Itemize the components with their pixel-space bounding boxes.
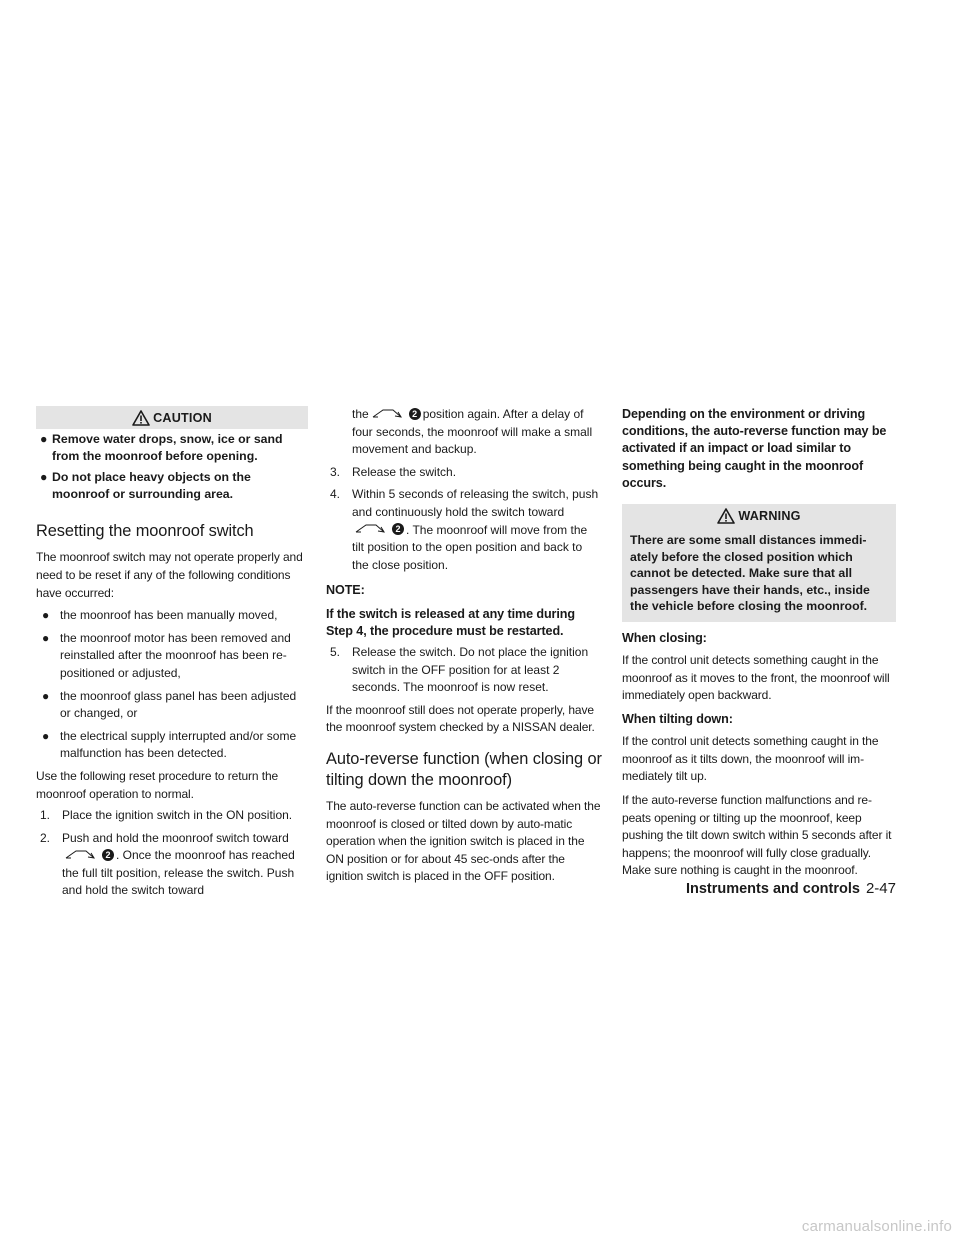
callout-2-icon: 2 [102,849,114,861]
step-2-continued [326,406,602,459]
caution-item [36,431,308,464]
bullet-icon: ● [42,630,50,645]
moonroof-tilt-switch-icon [64,846,98,862]
bullet-icon: ● [42,728,50,743]
auto-reverse-intro: The auto-reverse function can be activated when the moonroof is closed or tilted down by auto-matic operation when the ignition switch is placed in the ON position or for about 45 sec-onds after the ignition switch is placed in the OFF position. [326,798,601,884]
caution-item-text: Do not place heavy objects on the moonroof or surrounding area. [52,470,251,501]
list-item [36,728,308,763]
step-1 [36,807,308,825]
callout-2-icon: 2 [409,408,421,420]
step-number: 2. [40,830,51,845]
column-1 [36,406,308,905]
bullet-icon: ● [40,432,48,446]
tilting-label: When tilting down: [622,711,733,726]
reset-heading: Resetting the moonroof switch [36,522,254,541]
closing-label: When closing: [622,630,707,645]
reset-after: If the moonroof still does not operate properly, have the moonroof system checked by a NISSAN dealer. [326,702,595,735]
warning-triangle-icon [132,410,150,426]
caution-box [36,406,308,429]
condition-list [36,607,308,763]
step-text [62,830,308,900]
list-item-text: the moonroof has been manually moved, [60,608,278,623]
warning-box [622,504,896,622]
bullet-icon: ● [42,608,50,623]
section-title: Instruments and controls [685,881,860,897]
column-2 [326,406,602,886]
malfunction-text: If the auto-reverse function malfunctions and re-peats opening or tilting up the moonroof, keep pushing the tilt down switch within 5 seconds after it happens; the moonroof will fully close gradually. Make sure nothing is caught in the moonroof. [622,792,892,878]
step-3 [326,464,602,482]
step-text: the 2 position again. After a delay of four seconds, the moonroof will make a small movement and backup. [352,406,602,459]
step-2-part-a: Push and hold the moonroof switch toward [62,830,289,845]
list-item-text: the moonroof motor has been removed and reinstalled after the moonroof has been re-positioned or adjusted, [60,630,291,680]
step-text: Release the switch. [352,464,457,479]
page-number: 2-47 [865,880,896,897]
caution-item [36,469,308,502]
column-3 [622,406,896,880]
caution-list [36,429,308,513]
step-2-part-b: . Once the moonroof has reached the full tilt position, release the switch. Push and hold the switch toward [62,848,295,898]
step-number: 1. [40,808,51,823]
bullet-icon: ● [40,470,48,485]
step-number: 4. [330,487,341,502]
moonroof-tilt-switch-icon [354,520,388,536]
caution-item-text: Remove water drops, snow, ice or sand from the moonroof before opening. [52,432,283,463]
list-item-text: the moonroof glass panel has been adjusted or changed, or [60,688,297,721]
step-5 [326,644,602,697]
note-label: NOTE: [326,583,365,598]
step-number: 3. [330,464,341,479]
procedure-intro: Use the following reset procedure to return the moonroof operation to normal. [36,768,279,801]
warning-header [622,504,896,527]
bullet-icon: ● [42,688,50,703]
step-4 [326,486,602,574]
warning-triangle-icon [717,508,735,524]
reset-intro: The moonroof switch may not operate properly and need to be reset if any of the following conditions have occurred: [36,550,303,600]
step-4-part-a: Within 5 seconds of releasing the switch, push and continuously hold the switch toward [352,487,599,519]
step-text: Place the ignition switch in the ON position. [62,808,293,823]
procedure-steps [36,807,308,900]
step-text: Release the switch. Do not place the ignition switch in the OFF position for at least 2 seconds. The moonroof is now reset. [352,644,589,695]
list-item [36,688,308,723]
closing-text: If the control unit detects something caught in the moonroof as it moves to the front, the moonroof will immediately open backward. [622,653,890,703]
step-number: 5. [330,644,341,659]
step-4-part-b: . The moonroof will move from the tilt position to the open position and back to the close position. [352,522,588,572]
callout-2-icon: 2 [392,523,404,535]
warning-text: There are some small distances immedi-ately before the closed position which cannot be detected. Make sure that all passengers have their hands, etc., inside the vehicle before closing the moonroof. [630,533,870,614]
page-footer [676,880,896,897]
step-text [352,486,602,574]
caution-header [36,406,308,429]
auto-reverse-heading: Auto-reverse function (when closing or tilting down the moonroof) [326,749,602,789]
list-item [36,630,308,683]
list-item-text: the electrical supply interrupted and/or some malfunction has been detected. [60,728,297,761]
step-2 [36,830,308,900]
note-text: If the switch is released at any time during Step 4, the procedure must be restarted. [326,606,575,638]
watermark: carmanualsonline.info [801,1218,952,1235]
warning-title: WARNING [738,508,801,523]
moonroof-tilt-switch-icon [371,405,405,421]
list-item [36,607,308,625]
auto-reverse-caution: Depending on the environment or driving conditions, the auto-reverse function may be activated if an impact or load similar to something being caught in the moonroof occurs. [622,407,887,490]
tilting-text: If the control unit detects something caught in the moonroof as it tilts down, the moonroof will im-mediately tilt up. [622,734,879,784]
caution-title: CAUTION [153,410,212,425]
step-2-part-c: position again. After a delay of four seconds, the moonroof will make a small movement and backup. [352,407,593,457]
